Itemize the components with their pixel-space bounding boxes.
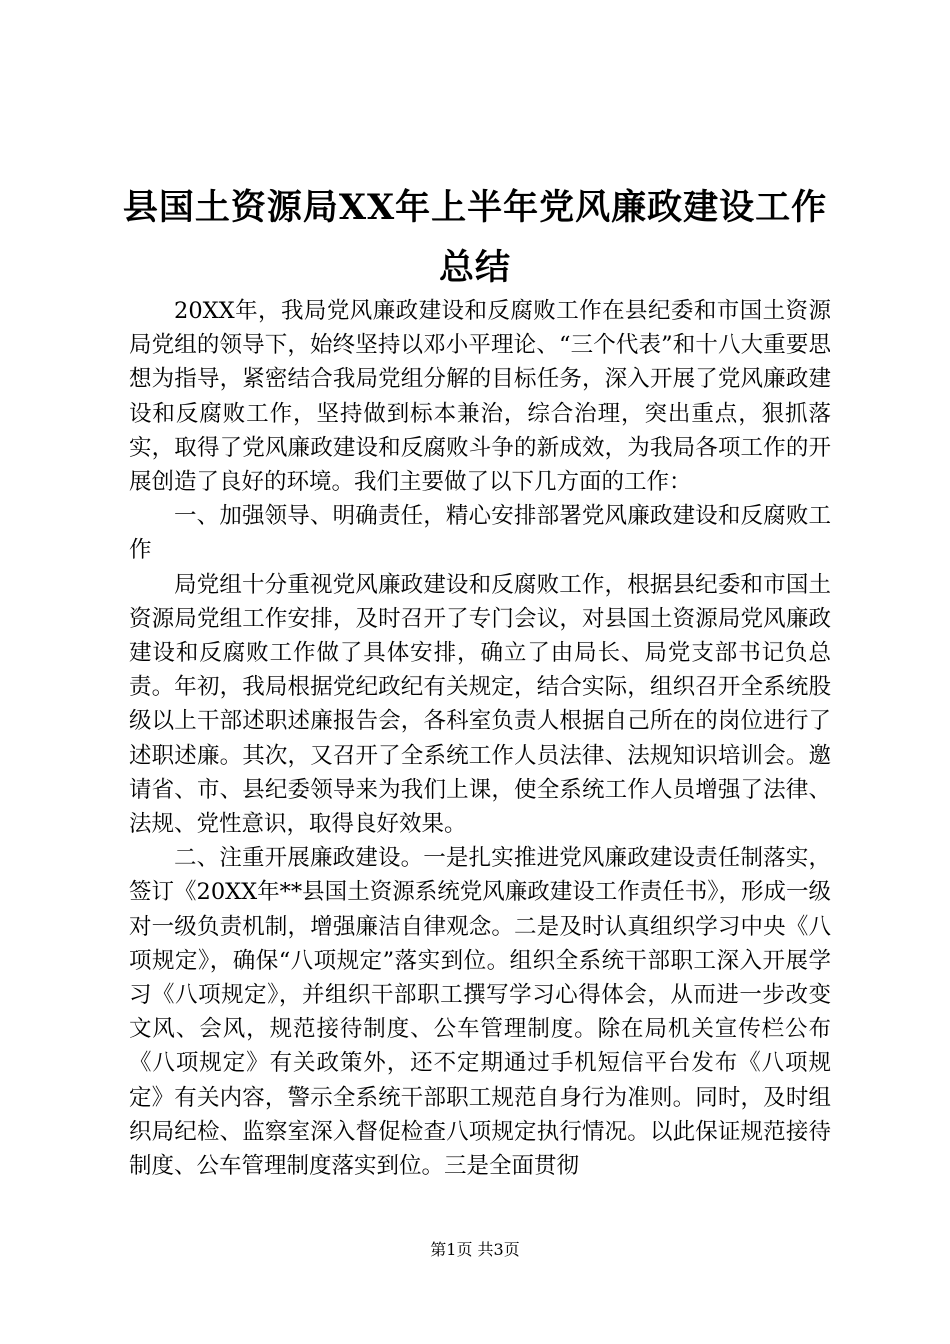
page-footer: 第1页 共3页	[430, 1240, 520, 1259]
paragraph-section-1-body: 局党组十分重视党风廉政建设和反腐败工作，根据县纪委和市国土资源局党组工作安排，及时召开了专门会议，对县国土资源局党风廉政建设和反腐败工作做了具体安排，确立了由局长、局党支部书记负总责。年初，我局根据党纪政纪有关规定，结合实际，组织召开全系统股级以上干部述职述廉报告会，各科室负责人根据自己所在的岗位进行了述职述廉。其次，又召开了全系统工作人员法律、法规知识培训会。邀请省、市、县纪委领导来为我们上课，使全系统工作人员增强了法律、法规、党性意识，取得良好效果。	[129, 571, 831, 838]
paragraph-section-2: 二、注重开展廉政建设。一是扎实推进党风廉政建设责任制落实，签订《20XX年**县国土资源系统党风廉政建设工作责任书》，形成一级对一级负责机制，增强廉洁自律观念。二是及时认真组织学习中央《八项规定》，确保“八项规定”落实到位。组织全系统干部职工深入开展学习《八项规定》，并组织干部职工撰写学习心得体会，从而进一步改变文风、会风，规范接待制度、公车管理制度。除在局机关宣传栏公布《八项规定》有关政策外，还不定期通过手机短信平台发布《八项规定》有关内容，警示全系统干部职工规范自身行为准则。同时，及时组织局纪检、监察室深入督促检查八项规定执行情况。以此保证规范接待制度、公车管理制度落实到位。三是全面贯彻	[129, 845, 831, 1180]
document-body	[129, 294, 831, 1183]
paragraph-section-1-heading: 一、加强领导、明确责任，精心安排部署党风廉政建设和反腐败工作	[129, 503, 831, 564]
paragraph-intro: 20XX年，我局党风廉政建设和反腐败工作在县纪委和市国土资源局党组的领导下，始终坚持以邓小平理论、“三个代表”和十八大重要思想为指导，紧密结合我局党组分解的目标任务，深入开展了党风廉政建设和反腐败工作，坚持做到标本兼治，综合治理，突出重点，狠抓落实，取得了党风廉政建设和反腐败斗争的新成效，为我局各项工作的开展创造了良好的环境。我们主要做了以下几方面的工作：	[129, 298, 831, 496]
document-title: 县国土资源局XX年上半年党风廉政建设工作总结	[122, 187, 828, 288]
